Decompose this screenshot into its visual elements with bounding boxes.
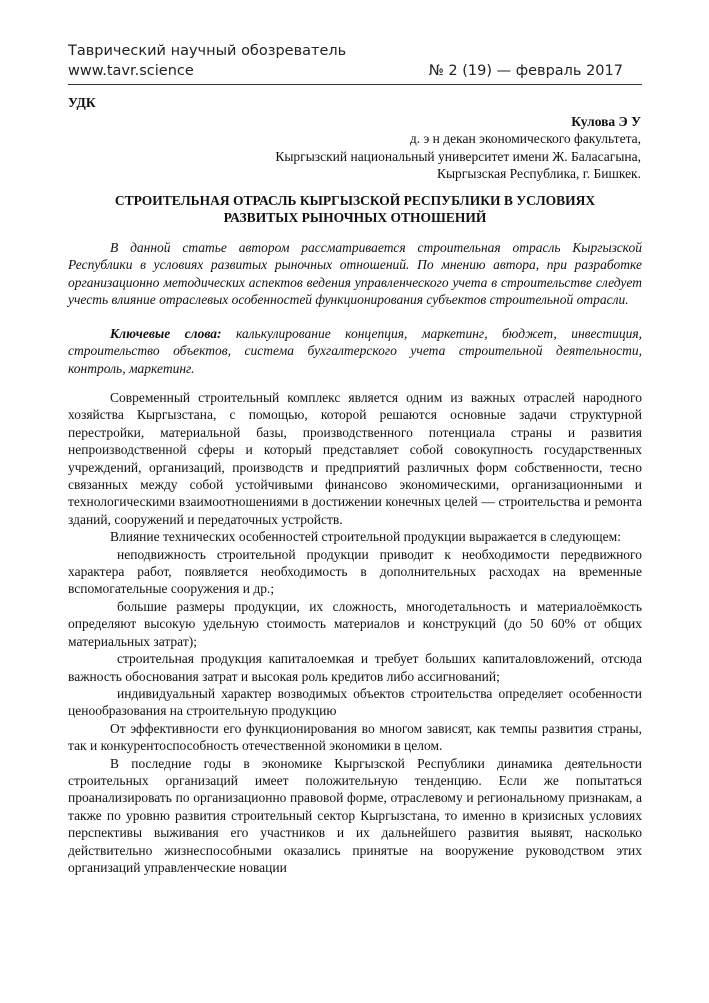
udk-label: УДК bbox=[68, 95, 96, 110]
body-paragraph: От эффективности его функционирования во многом зависят, как темпы развития страны, так и конкурентоспособность отечественной экономики в целом. bbox=[68, 720, 642, 754]
article-title bbox=[68, 192, 642, 226]
list-item: большие размеры продукции, их сложность, многодетальность и материалоёмкость определяют высокую удельную стоимость материалов и конструкций (до 50 60% от общих материальных затрат); bbox=[68, 598, 642, 649]
body-paragraph: Современный строительный комплекс является одним из важных отраслей народного хозяйства Кыргызстана, с помощью, которой решаются основные задачи структурной перестройки, материальной базы, производственного потенциала страны и развития непроизводственной сферы и который представляет собой совокупность государственных учреждений, организаций, производств и предприятий различных форм собственности, тесно связанных между собой устойчивыми финансово экономическими, организационными и технологическими взаимоотношениями в достижении конечных целей — строительства и ремонта зданий, сооружений и передаточных устройств. bbox=[68, 390, 642, 527]
journal-title: Таврический научный обозреватель bbox=[68, 43, 347, 59]
keywords bbox=[68, 325, 642, 377]
header-divider bbox=[68, 84, 642, 85]
keywords-label: Ключевые слова: bbox=[110, 326, 222, 341]
body-paragraph: В последние годы в экономике Кыргызской Республики динамика деятельности строительных организаций имеет положительную тенденцию. Если же попытаться проанализировать по организационно правовой форме, отраслевому и региональному признакам, а также по уровню развития строительный сектор Кыргызстана, то именно в кризисных условиях перспективы выживания его участников и их дальнейшего развития выявят, насколько действительно жизнеспособными оказались принятые на вооружение руководством этих организаций управленческие новации bbox=[68, 755, 642, 875]
author-university: Кыргызский национальный университет имени Ж. Баласагына, bbox=[275, 148, 641, 164]
author-block bbox=[275, 113, 641, 182]
article-title-line: РАЗВИТЫХ РЫНОЧНЫХ ОТНОШЕНИЙ bbox=[223, 210, 487, 225]
list-item: индивидуальный характер возводимых объектов строительства определяет особенности ценообразования на строительную продукцию bbox=[68, 685, 642, 719]
author-name: Кулова Э У bbox=[571, 114, 641, 129]
body-paragraph: Влияние технических особенностей строительной продукции выражается в следующем: bbox=[110, 529, 621, 545]
keywords-text: калькулирование концепция, маркетинг, бюджет, инвестиция, строительство объектов, система бухгалтерского учета строительной деятельности, контроль, маркетинг. bbox=[68, 326, 642, 376]
journal-website: www.tavr.science bbox=[68, 63, 194, 79]
author-location: Кыргызская Республика, г. Бишкек. bbox=[436, 165, 641, 181]
author-position: д. э н декан экономического факультета, bbox=[409, 131, 641, 147]
issue-info: № 2 (19) — февраль 2017 bbox=[428, 63, 623, 79]
article-body bbox=[68, 389, 642, 876]
list-item: неподвижность строительной продукции приводит к необходимости передвижного характера работ, появляется необходимость в дополнительных расходах на временные вспомогательные сооружения и др.; bbox=[68, 546, 642, 597]
list-item: строительная продукция капиталоемкая и требует больших капиталовложений, отсюда важность обоснования затрат и высокая роль кредитов либо ассигнований; bbox=[68, 651, 642, 684]
abstract: В данной статье автором рассматривается строительная отрасль Кыргызской Республики в условиях развитых рыночных отношений. По мнению автора, при разработке организационно методических аспектов ведения управленческого учета в строительстве следует учесть влияние отраслевых особенностей функционирования субъектов строительной отрасли. bbox=[68, 240, 642, 308]
article-title-line: СТРОИТЕЛЬНАЯ ОТРАСЛЬ КЫРГЫЗСКОЙ РЕСПУБЛИКИ В УСЛОВИЯХ bbox=[114, 193, 596, 208]
